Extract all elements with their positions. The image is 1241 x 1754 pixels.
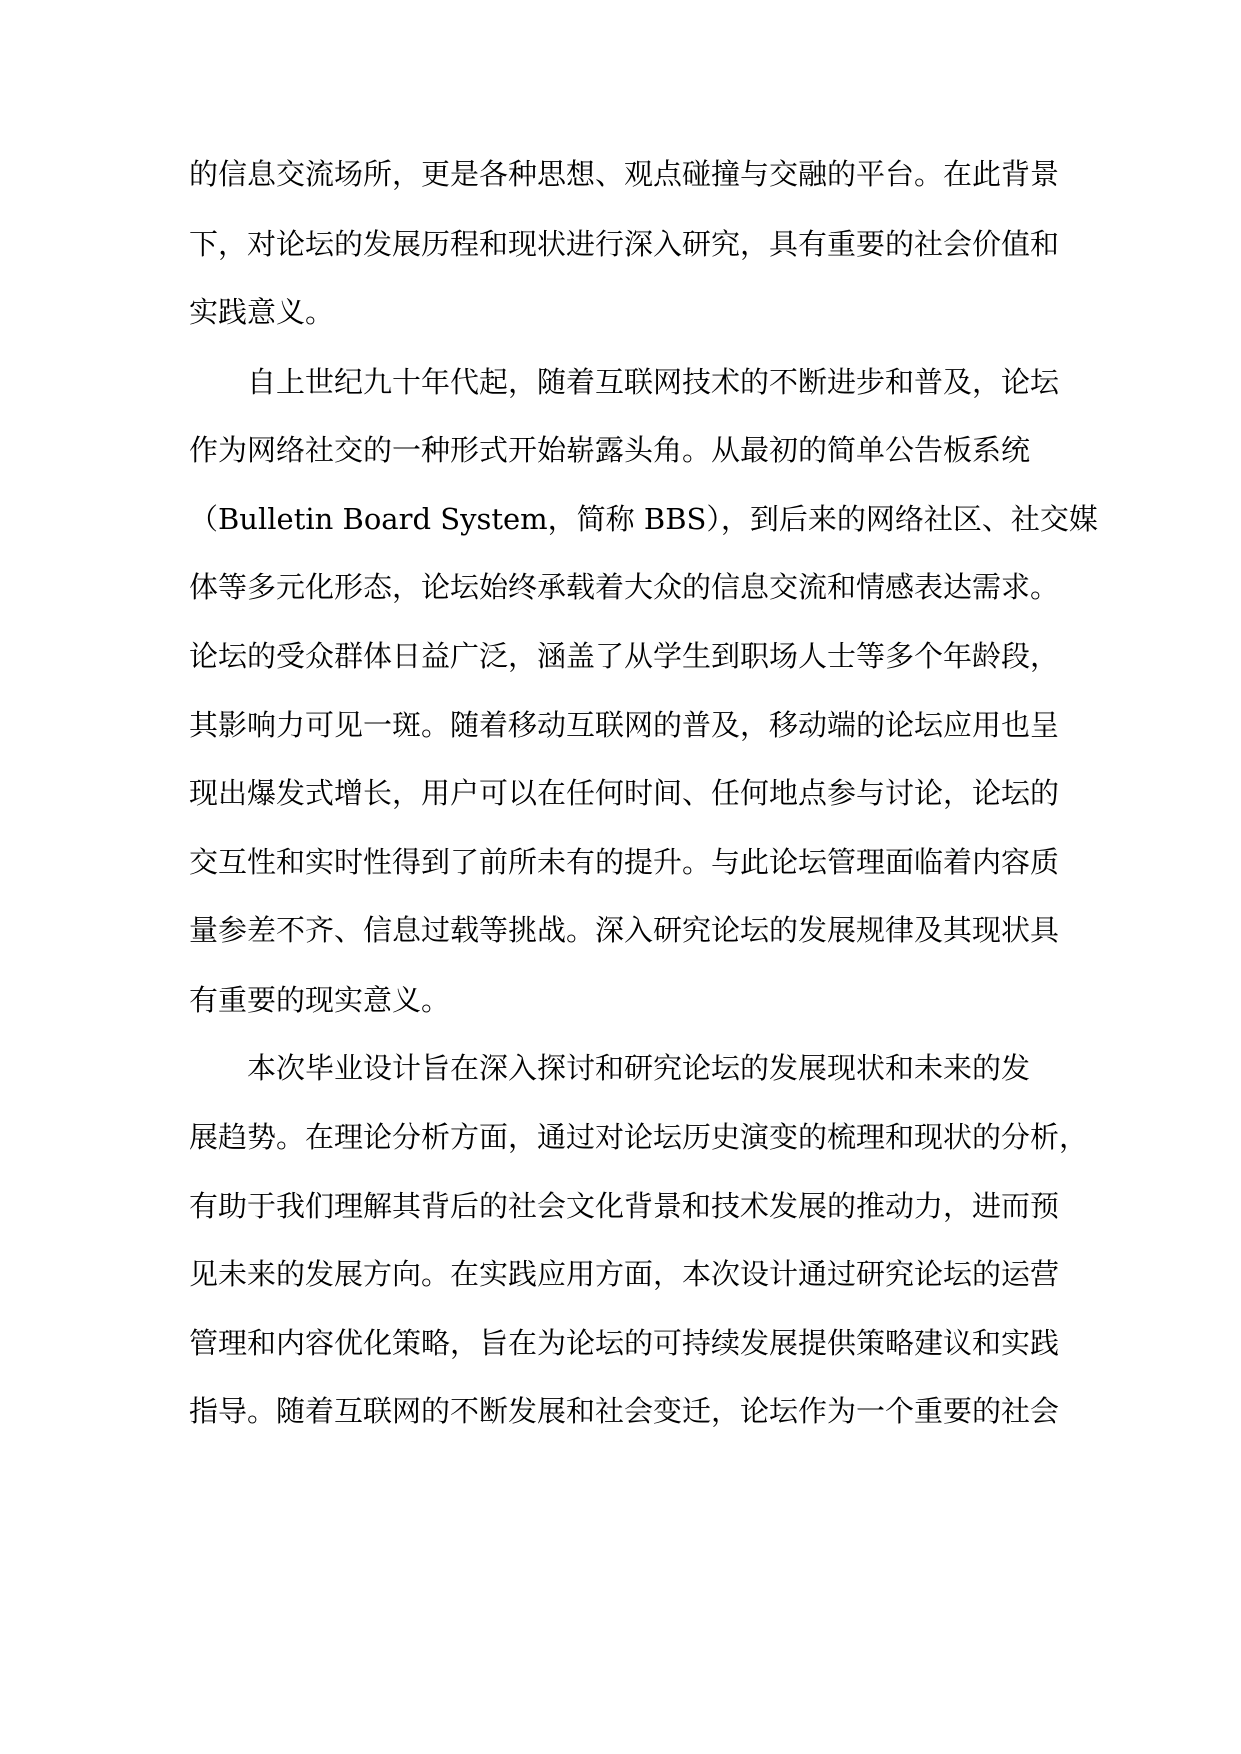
text-line: 论坛的受众群体日益广泛，涵盖了从学生到职场人士等多个年龄段， xyxy=(189,639,1060,673)
text-line: 展趋势。在理论分析方面，通过对论坛历史演变的梳理和现状的分析， xyxy=(189,1120,1089,1154)
text-line: 管理和内容优化策略，旨在为论坛的可持续发展提供策略建议和实践 xyxy=(189,1326,1060,1360)
text-line: 的信息交流场所，更是各种思想、观点碰撞与交融的平台。在此背景 xyxy=(189,157,1060,191)
text-line: （Bulletin Board System，简称 BBS），到后来的网络社区、社交媒 xyxy=(189,502,1098,536)
text-line: 见未来的发展方向。在实践应用方面，本次设计通过研究论坛的运营 xyxy=(189,1257,1060,1291)
text-line: 体等多元化形态，论坛始终承载着大众的信息交流和情感表达需求。 xyxy=(189,570,1060,604)
text-line: 指导。随着互联网的不断发展和社会变迁，论坛作为一个重要的社会 xyxy=(189,1394,1060,1428)
paragraph-first-line: 本次毕业设计旨在深入探讨和研究论坛的发展现状和未来的发 xyxy=(247,1051,1031,1085)
text-line: 实践意义。 xyxy=(189,295,335,329)
text-line: 下，对论坛的发展历程和现状进行深入研究，具有重要的社会价值和 xyxy=(189,227,1060,261)
text-line: 现出爆发式增长，用户可以在任何时间、任何地点参与讨论，论坛的 xyxy=(189,776,1060,810)
text-line: 量参差不齐、信息过载等挑战。深入研究论坛的发展规律及其现状具 xyxy=(189,913,1060,947)
text-line: 交互性和实时性得到了前所未有的提升。与此论坛管理面临着内容质 xyxy=(189,845,1060,879)
paragraph-first-line: 自上世纪九十年代起，随着互联网技术的不断进步和普及，论坛 xyxy=(247,365,1060,399)
text-line: 有重要的现实意义。 xyxy=(189,983,451,1017)
text-line: 作为网络社交的一种形式开始崭露头角。从最初的简单公告板系统 xyxy=(189,433,1031,467)
text-line: 有助于我们理解其背后的社会文化背景和技术发展的推动力，进而预 xyxy=(189,1189,1060,1223)
text-line: 其影响力可见一斑。随着移动互联网的普及，移动端的论坛应用也呈 xyxy=(189,708,1060,742)
